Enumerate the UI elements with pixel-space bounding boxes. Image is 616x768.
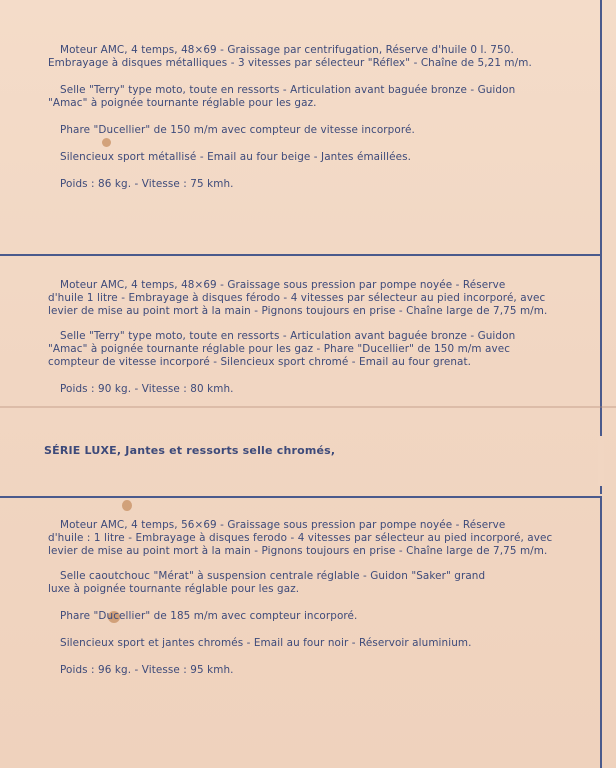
paper-fold-crease [0,406,616,408]
spec-line: Selle "Terry" type moto, toute en ressorts - Articulation avant baguée bronze - Guidon [60,84,516,96]
spec-line: Moteur AMC, 4 temps, 56×69 - Graissage sous pression par pompe noyée - Réserve [60,519,506,531]
spec-line: Silencieux sport métallisé - Email au four beige - Jantes émaillées. [60,151,411,163]
spec-line: Embrayage à disques métalliques - 3 vitesses par sélecteur "Réflex" - Chaîne de 5,21 m/m. [48,57,532,69]
spec-line: Phare "Ducellier" de 150 m/m avec compteur de vitesse incorporé. [60,124,415,136]
spec-line: Moteur AMC, 4 temps, 48×69 - Graissage par centrifugation, Réserve d'huile 0 l. 750. [60,44,514,56]
serie-luxe-heading: SÉRIE LUXE, Jantes et ressorts selle chromés, [44,444,336,457]
spec-line: Silencieux sport et jantes chromés - Email au four noir - Réservoir aluminium. [60,637,472,649]
spec-line: levier de mise au point mort à la main - Pignons toujours en prise - Chaîne large de 7,75 m/m. [48,305,548,317]
model-3-spec-block [48,519,588,677]
spec-line: "Amac" à poignée tournante réglable pour les gaz - Phare "Ducellier" de 150 m/m avec [48,343,511,355]
weight-speed-line: Poids : 90 kg. - Vitesse : 80 kmh. [60,383,234,395]
spec-line: levier de mise au point mort à la main - Pignons toujours en prise - Chaîne large de 7,75 m/m. [48,545,548,557]
spec-line: compteur de vitesse incorporé - Silencieux sport chromé - Email au four grenat. [48,356,472,368]
model-2-spec-block [48,279,588,396]
weight-speed-line: Poids : 86 kg. - Vitesse : 75 kmh. [60,178,234,190]
spec-line: "Amac" à poignée tournante réglable pour les gaz. [48,97,317,109]
spec-line: luxe à poignée tournante réglable pour les gaz. [48,583,300,595]
spec-line: Phare "Ducellier" de 185 m/m avec compteur incorporé. [60,610,358,622]
model-1-spec-block [48,44,588,191]
spec-line: Moteur AMC, 4 temps, 48×69 - Graissage sous pression par pompe noyée - Réserve [60,279,506,291]
rust-spot [122,500,132,511]
spec-line: d'huile 1 litre - Embrayage à disques férodo - 4 vitesses par sélecteur au pied incorporé, avec [48,292,546,304]
weight-speed-line: Poids : 96 kg. - Vitesse : 95 kmh. [60,664,234,676]
spec-line: d'huile : 1 litre - Embrayage à disques ferodo - 4 vitesses par sélecteur au pied incorporé, avec [48,532,553,544]
spec-line: Selle caoutchouc "Mérat" à suspension centrale réglable - Guidon "Saker" grand [60,570,486,582]
spec-line: Selle "Terry" type moto, toute en ressorts - Articulation avant baguée bronze - Guidon [60,330,516,342]
